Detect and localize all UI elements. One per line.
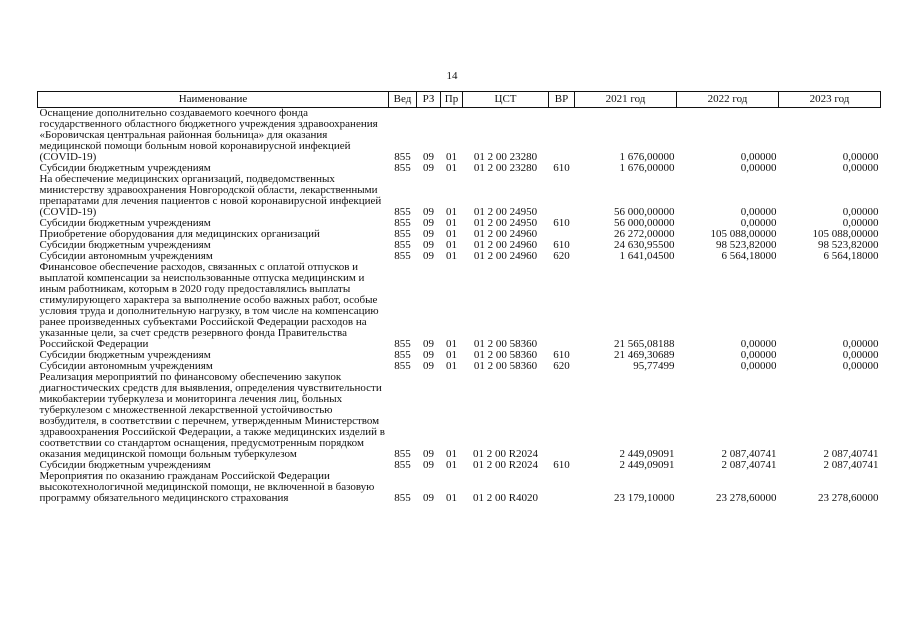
- cell-ved: 855: [394, 206, 411, 218]
- cell-2022: 2 087,40741: [721, 459, 777, 471]
- cell-2023: 0,00000: [842, 338, 879, 350]
- header-2021: 2021 год: [575, 92, 677, 108]
- cell-vr: 620: [553, 250, 570, 262]
- cell-vr: [549, 174, 575, 218]
- table-row: [38, 174, 881, 218]
- cell-rz: 09: [423, 228, 434, 240]
- cell-ved: 855: [394, 162, 411, 174]
- cell-vr: 610: [553, 349, 570, 361]
- cell-ved: 855: [394, 151, 411, 163]
- cell-rz: 09: [423, 206, 434, 218]
- cell-2022: 0,00000: [740, 206, 777, 218]
- header-pr: Пр: [441, 92, 463, 108]
- cell-pr: 01: [446, 492, 457, 504]
- table-body: [38, 108, 881, 505]
- cell-vr: [549, 108, 575, 164]
- cell-name: Субсидии бюджетным учреждениям: [39, 239, 211, 251]
- cell-name: Финансовое обеспечение расходов, связанных с оплатой отпусков и выплатой компенсации за неиспользованные отпуска медицинским и иным работникам, которым в 2020 году предоставлялись выплаты стимулирующего характера за выполнение особо важных работ, особые условия труда и дополнительную нагрузку, в том числе на компенсацию ранее произведенных субъектами Российской Федерации расходов на указанные цели, за счет средств резервного фонда Правительства Российской Федерации: [39, 261, 379, 350]
- cell-2022: 98 523,82000: [716, 239, 777, 251]
- cell-2022: 0,00000: [740, 349, 777, 361]
- header-2022: 2022 год: [677, 92, 779, 108]
- cell-ved: 855: [394, 228, 411, 240]
- cell-ved: 855: [394, 492, 411, 504]
- cell-2021: 1 641,04500: [619, 250, 675, 262]
- cell-2023: 0,00000: [842, 162, 879, 174]
- cell-2023: 6 564,18000: [823, 250, 879, 262]
- cell-name: Субсидии автономным учреждениям: [39, 250, 213, 262]
- page-number: 14: [446, 70, 458, 82]
- cell-pr: 01: [446, 349, 457, 361]
- cell-name: Субсидии бюджетным учреждениям: [39, 459, 211, 471]
- table-header: [38, 92, 881, 108]
- cell-rz: 09: [423, 492, 434, 504]
- cell-vr: [549, 471, 575, 504]
- cell-rz: 09: [423, 459, 434, 471]
- cell-vr: [549, 372, 575, 460]
- cell-rz: 09: [423, 217, 434, 229]
- cell-2021: 21 565,08188: [614, 338, 675, 350]
- cell-2023: 105 088,00000: [812, 228, 879, 240]
- cell-2023: 0,00000: [842, 151, 879, 163]
- cell-2021: 56 000,00000: [614, 217, 675, 229]
- cell-cst: 01 2 00 24960: [473, 239, 538, 251]
- header-rz: РЗ: [417, 92, 441, 108]
- cell-pr: 01: [446, 250, 457, 262]
- cell-cst: 01 2 00 R2024: [472, 448, 539, 460]
- cell-ved: 855: [394, 239, 411, 251]
- cell-name: Оснащение дополнительно создаваемого коечного фонда государственного областного бюджетного учреждения здравоохранения «Боровичская центральная районная больница» для оказания медицинской помощи больным новой коронавирусной инфекцией (COVID-19): [39, 107, 378, 163]
- cell-2023: 0,00000: [842, 349, 879, 361]
- cell-rz: 09: [423, 250, 434, 262]
- cell-2022: 0,00000: [740, 151, 777, 163]
- header-2023: 2023 год: [779, 92, 881, 108]
- cell-ved: 855: [394, 349, 411, 361]
- cell-2021: 56 000,00000: [614, 206, 675, 218]
- cell-2022: 0,00000: [740, 162, 777, 174]
- cell-rz: 09: [423, 162, 434, 174]
- cell-2021: 26 272,00000: [614, 228, 675, 240]
- cell-ved: 855: [394, 459, 411, 471]
- cell-2021: 95,77499: [633, 360, 675, 372]
- cell-vr: 610: [553, 162, 570, 174]
- cell-2021: 23 179,10000: [614, 492, 675, 504]
- cell-cst: 01 2 00 58360: [473, 349, 538, 361]
- cell-pr: 01: [446, 162, 457, 174]
- table-row: [38, 372, 881, 460]
- cell-cst: 01 2 00 R4020: [472, 492, 539, 504]
- cell-2022: 23 278,60000: [716, 492, 777, 504]
- header-cst: ЦСТ: [463, 92, 549, 108]
- cell-2023: 98 523,82000: [818, 239, 879, 251]
- cell-rz: 09: [423, 448, 434, 460]
- cell-2023: 0,00000: [842, 217, 879, 229]
- cell-ved: 855: [394, 360, 411, 372]
- cell-vr: 610: [553, 217, 570, 229]
- cell-2022: 0,00000: [740, 338, 777, 350]
- cell-ved: 855: [394, 448, 411, 460]
- cell-cst: 01 2 00 23280: [473, 151, 538, 163]
- cell-2021: 2 449,09091: [619, 459, 675, 471]
- cell-pr: 01: [446, 206, 457, 218]
- cell-vr: 620: [553, 360, 570, 372]
- cell-2021: 21 469,30689: [614, 349, 675, 361]
- budget-table: [37, 91, 881, 504]
- cell-ved: 855: [394, 217, 411, 229]
- cell-cst: 01 2 00 23280: [473, 162, 538, 174]
- cell-pr: 01: [446, 217, 457, 229]
- cell-vr: 610: [553, 239, 570, 251]
- cell-pr: 01: [446, 360, 457, 372]
- cell-2023: 0,00000: [842, 206, 879, 218]
- cell-rz: 09: [423, 360, 434, 372]
- cell-2022: 0,00000: [740, 360, 777, 372]
- cell-name: Субсидии автономным учреждениям: [39, 360, 213, 372]
- cell-name: Реализация мероприятий по финансовому обеспечению закупок диагностических средств для выявления, определения чувствительности микобактерии туберкулеза и мониторинга лечения лиц, больных туберкулезом с множественной лекарственной устойчивостью возбудителя, в соответствии с перечнем, утвержденным Министерством здравоохранения Российской Федерации, а также медицинских изделий в соответствии со стандартом оснащения, предусмотренным порядком оказания медицинской помощи больным туберкулезом: [39, 371, 385, 460]
- cell-2021: 1 676,00000: [619, 162, 675, 174]
- cell-vr: [549, 262, 575, 350]
- header-name: Наименование: [38, 92, 389, 108]
- cell-2022: 105 088,00000: [710, 228, 777, 240]
- cell-cst: 01 2 00 24950: [473, 217, 538, 229]
- cell-pr: 01: [446, 448, 457, 460]
- cell-cst: 01 2 00 58360: [473, 360, 538, 372]
- cell-cst: 01 2 00 24960: [473, 228, 538, 240]
- cell-name: Приобретение оборудования для медицинских организаций: [39, 228, 320, 240]
- cell-rz: 09: [423, 151, 434, 163]
- cell-2021: 1 676,00000: [619, 151, 675, 163]
- cell-2023: 2 087,40741: [823, 459, 879, 471]
- cell-cst: 01 2 00 58360: [473, 338, 538, 350]
- cell-pr: 01: [446, 459, 457, 471]
- table-row: [38, 108, 881, 164]
- cell-2022: 6 564,18000: [721, 250, 777, 262]
- cell-2023: 23 278,60000: [818, 492, 879, 504]
- table-row: [38, 471, 881, 504]
- cell-pr: 01: [446, 228, 457, 240]
- cell-rz: 09: [423, 338, 434, 350]
- cell-2022: 2 087,40741: [721, 448, 777, 460]
- cell-pr: 01: [446, 239, 457, 251]
- cell-name: На обеспечение медицинских организаций, подведомственных министерству здравоохранения Новгородской области, лекарственными препаратами для лечения пациентов с новой коронавирусной инфекцией (COVID-19): [39, 173, 382, 218]
- cell-name: Субсидии бюджетным учреждениям: [39, 217, 211, 229]
- cell-ved: 855: [394, 338, 411, 350]
- cell-cst: 01 2 00 24950: [473, 206, 538, 218]
- cell-vr: 610: [553, 459, 570, 471]
- cell-name: Субсидии бюджетным учреждениям: [39, 349, 211, 361]
- cell-2023: 0,00000: [842, 360, 879, 372]
- cell-name: Субсидии бюджетным учреждениям: [39, 162, 211, 174]
- cell-2021: 24 630,95500: [614, 239, 675, 251]
- table-row: [38, 262, 881, 350]
- header-vr: ВР: [549, 92, 575, 108]
- cell-pr: 01: [446, 151, 457, 163]
- cell-2023: 2 087,40741: [823, 448, 879, 460]
- cell-ved: 855: [394, 250, 411, 262]
- cell-2021: 2 449,09091: [619, 448, 675, 460]
- header-ved: Вед: [389, 92, 417, 108]
- cell-cst: 01 2 00 24960: [473, 250, 538, 262]
- cell-pr: 01: [446, 338, 457, 350]
- cell-2022: 0,00000: [740, 217, 777, 229]
- cell-name: Мероприятия по оказанию гражданам Российской Федерации высокотехнологичной медицинской помощи, не включенной в базовую программу обязательного медицинского страхования: [39, 470, 375, 504]
- cell-cst: 01 2 00 R2024: [472, 459, 539, 471]
- cell-rz: 09: [423, 349, 434, 361]
- cell-rz: 09: [423, 239, 434, 251]
